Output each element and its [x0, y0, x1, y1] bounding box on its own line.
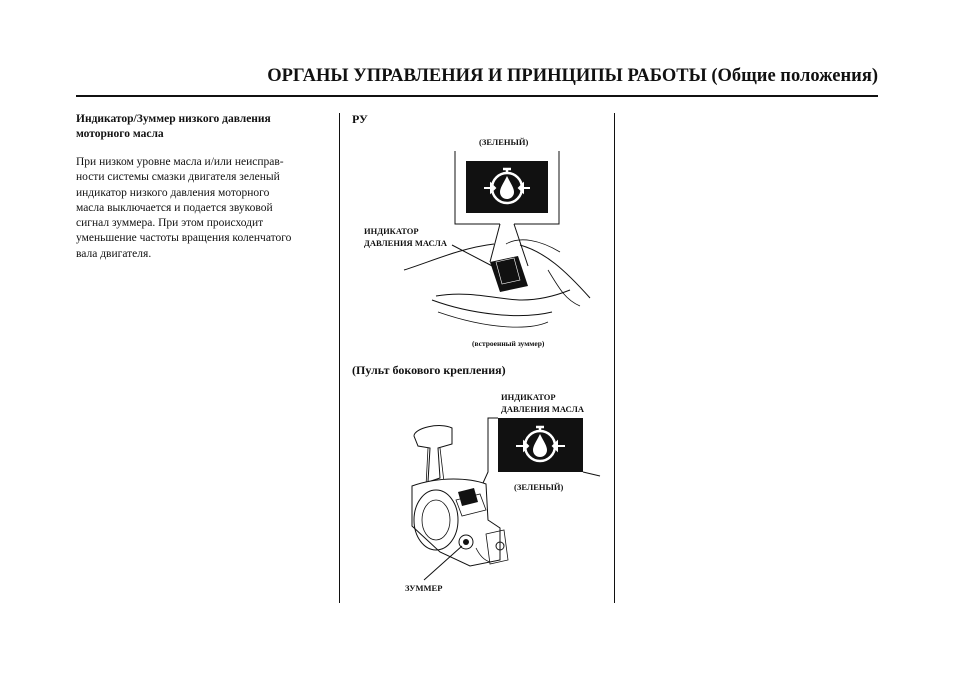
indicator-label-line: ИНДИКАТОР [364, 226, 419, 236]
body-line: При низком уровне масла и/или неисправ- [76, 156, 284, 168]
indicator-label-line: ДАВЛЕНИЯ МАСЛА [364, 237, 447, 248]
figure-ru-label: РУ [352, 112, 368, 126]
figure-side-mount-label: (Пульт бокового крепления) [352, 363, 506, 377]
body-line: ности системы смазки двигателя зеленый [76, 171, 280, 184]
indicator-label-line: ИНДИКАТОР [501, 392, 556, 402]
body-line: уменьшение частоты вращения коленчатого [76, 232, 292, 245]
body-line: вала двигателя. [76, 247, 152, 260]
body-line: масла выключается и подается звуковой [76, 201, 273, 214]
buzzer-label: ЗУММЕР [405, 583, 443, 593]
builtin-buzzer-label: (встроенный зуммер) [472, 339, 545, 348]
body-line: индикатор низкого давления моторного [76, 186, 270, 199]
section-heading-line: моторного масла [76, 128, 164, 140]
color-label-green-side: (ЗЕЛЕНЫЙ) [514, 482, 564, 492]
section-heading-line: Индикатор/Зуммер низкого давления [76, 113, 271, 125]
body-line: сигнал зуммера. При этом происходит [76, 217, 264, 230]
page-title: ОРГАНЫ УПРАВЛЕНИЯ И ПРИНЦИПЫ РАБОТЫ (Общие положения) [267, 66, 878, 86]
color-label-green: (ЗЕЛЕНЫЙ) [479, 137, 529, 147]
indicator-label-line: ДАВЛЕНИЯ МАСЛА [501, 403, 584, 414]
